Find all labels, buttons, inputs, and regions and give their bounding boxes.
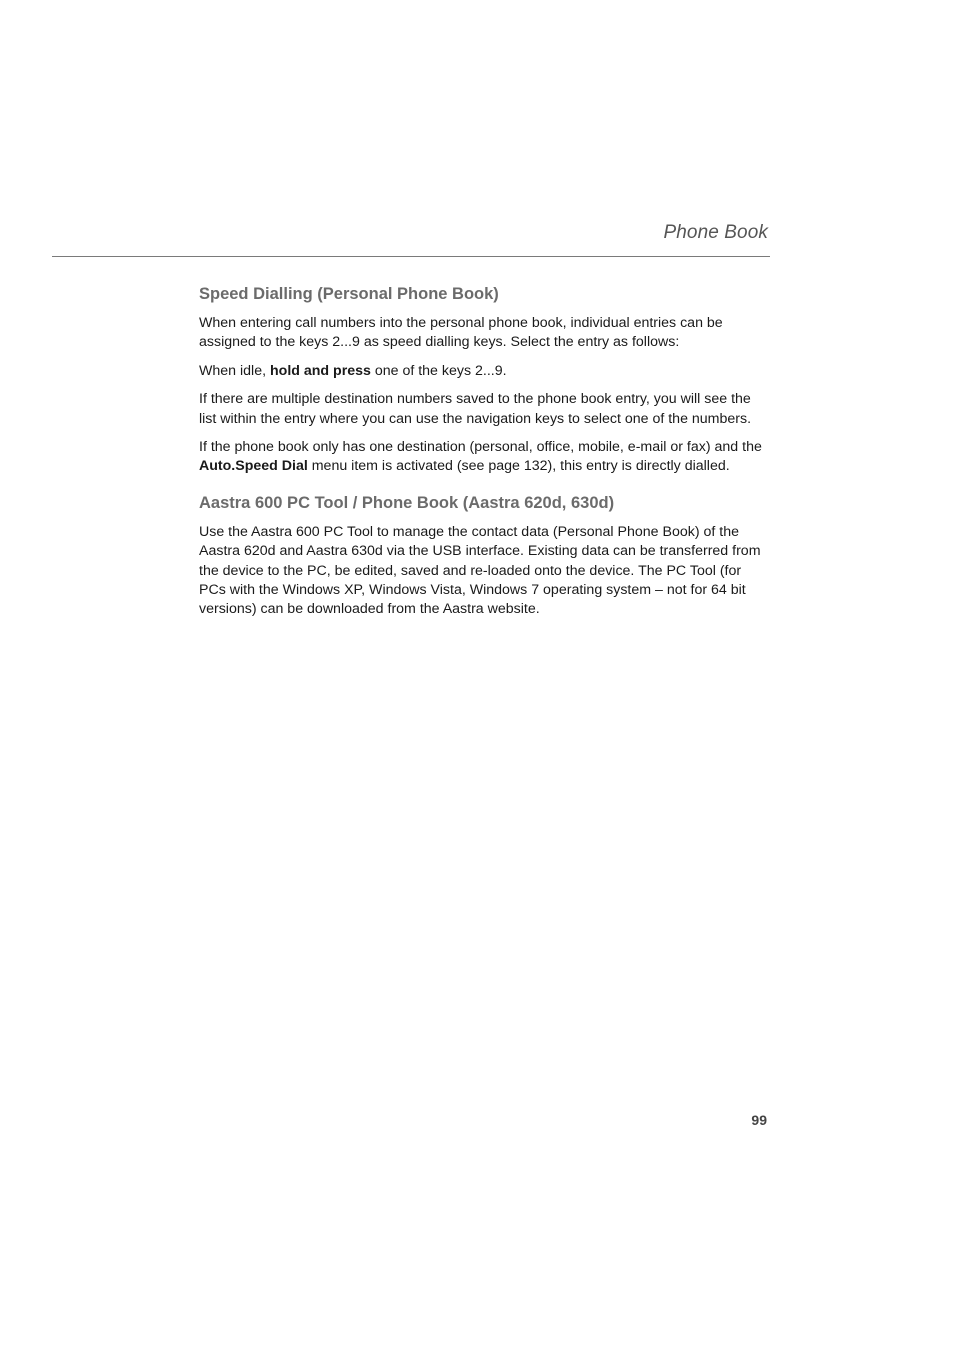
header-rule <box>52 256 770 257</box>
section-heading-speed-dialling: Speed Dialling (Personal Phone Book) <box>199 285 499 303</box>
paragraph-hold-and-press <box>199 362 769 381</box>
running-header: Phone Book <box>663 222 768 243</box>
paragraph-pc-tool: Use the Aastra 600 PC Tool to manage the contact data (Personal Phone Book) of the Aastra 620d and Aastra 630d via the USB interface. Existing data can be transferred from the device to the PC, be edited, saved and re-loaded onto the device. The PC Tool (for PCs with the Windows XP, Windows Vista, Windows 7 operating system – not for 64 bit versions) can be downloaded from the Aastra website. <box>199 523 761 618</box>
page-content <box>199 283 769 629</box>
text-fragment: If the phone book only has one destination (personal, office, mobile, e-mail or fax) and the <box>199 439 762 456</box>
bold-text-hold-and-press: hold and press <box>269 362 371 379</box>
text-fragment: When idle, <box>199 362 270 379</box>
text-fragment: one of the keys 2...9. <box>370 362 507 379</box>
paragraph-multiple-destinations: If there are multiple destination numbers saved to the phone book entry, you will see the list within the entry where you can use the navigation keys to select one of the numbers. <box>199 391 752 427</box>
section-heading-pc-tool: Aastra 600 PC Tool / Phone Book (Aastra 620d, 630d) <box>199 493 615 512</box>
text-fragment: menu item is activated (see page 132), this entry is directly dialled. <box>307 458 730 475</box>
bold-text-auto-speed-dial: Auto.Speed Dial <box>199 458 308 475</box>
paragraph-speed-dialling-intro: When entering call numbers into the personal phone book, individual entries can be assigned to the keys 2...9 as speed dialling keys. Select the entry as follows: <box>199 315 723 351</box>
paragraph-auto-speed-dial <box>199 438 769 477</box>
page-number: 99 <box>751 1112 767 1128</box>
